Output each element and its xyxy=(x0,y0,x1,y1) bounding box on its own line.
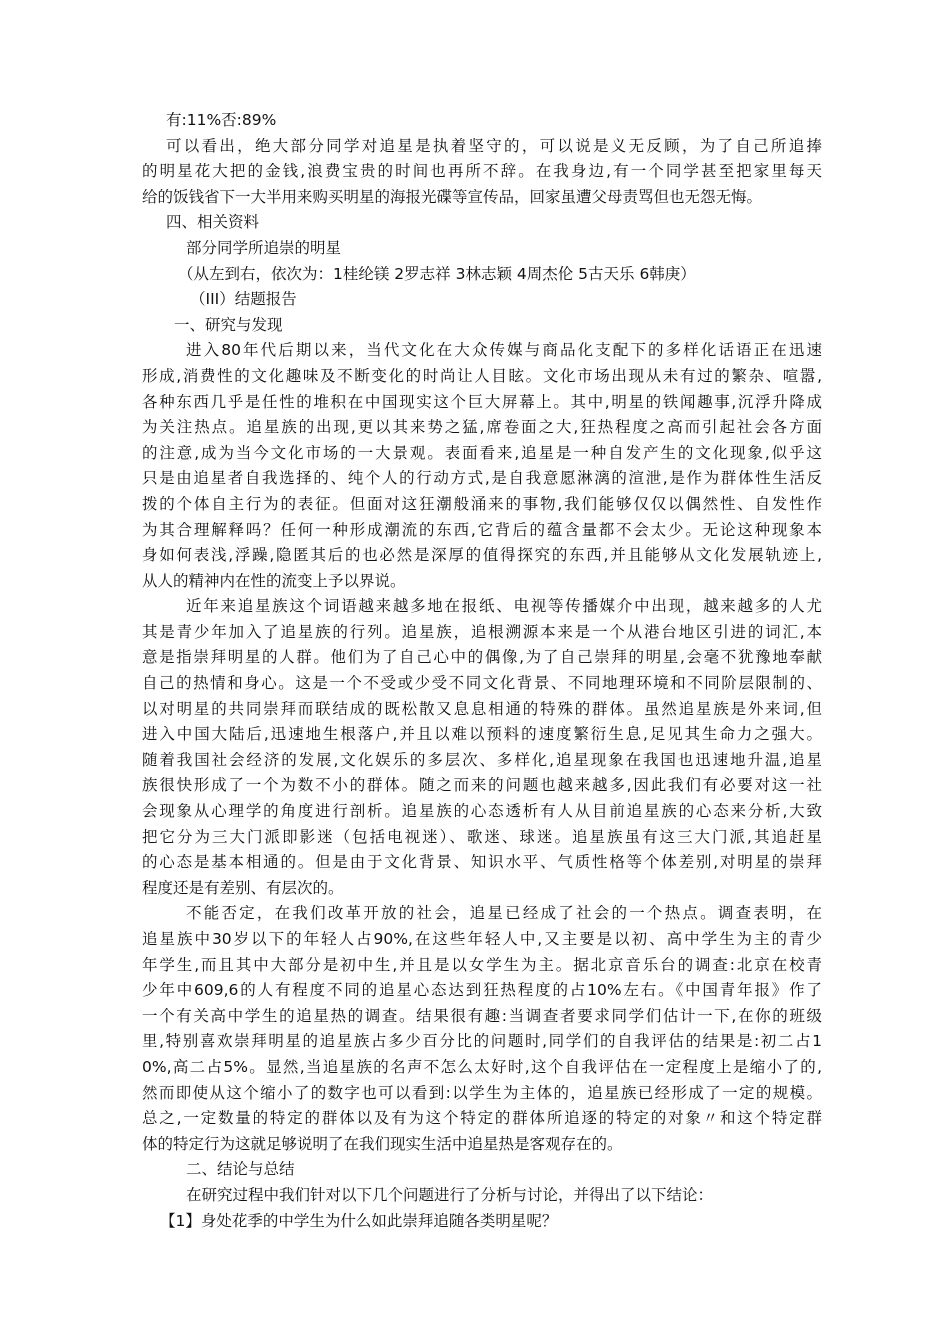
text-line: （从左到右，依次为：1桂纶镁 2罗志祥 3林志颖 4周杰伦 5古天乐 6韩庚） xyxy=(178,264,696,283)
text-line: 部分同学所追崇的明星 xyxy=(186,238,342,257)
text-line: 为其合理解释吗？任何一种形成潮流的东西,它背后的蕴含量都不会太少。无论这种现象本 xyxy=(142,520,822,539)
text-line: 近年来追星族这个词语越来越多地在报纸、电视等传播媒介中出现，越来越多的人尤 xyxy=(186,597,822,616)
text-line: 自己的热情和身心。这是一个不受或少受不同文化背景、不同地理环境和不同阶层限制的、 xyxy=(142,674,822,693)
text-line: 随着我国社会经济的发展,文化娱乐的多层次、多样化,追星现象在我国也迅速地升温,追星 xyxy=(142,750,822,769)
text-line: 在研究过程中我们针对以下几个问题进行了分析与讨论，并得出了以下结论： xyxy=(186,1185,714,1204)
text-line: 然而即使从这个缩小了的数字也可以看到:以学生为主体的，追星族已经形成了一定的规模。 xyxy=(142,1083,822,1102)
text-line: 总之,一定数量的特定的群体以及有为这个特定的群体所追逐的特定的对象〃和这个特定群 xyxy=(142,1109,822,1128)
text-line: 各种东西几乎是任性的堆积在中国现实这个巨大屏幕上。其中,明星的铁闻趣事,沉浮升降成 xyxy=(142,392,822,411)
text-line: 程度还是有差别、有层次的。 xyxy=(142,878,344,897)
document-page xyxy=(142,108,822,1234)
text-line: 0%,高二占5%。显然,当追星族的名声不怎么太好时,这个自我评估在一定程度上是缩小了的, xyxy=(142,1057,822,1076)
text-line: 拨的个体自主行为的表征。但面对这狂潮般涌来的事物,我们能够仅仅以偶然性、自发性作 xyxy=(142,494,822,513)
text-line: 的注意,成为当今文化市场的一大景观。表面看来,追星是一种自发产生的文化现象,似乎这 xyxy=(142,443,822,462)
text-line: 【1】身处花季的中学生为什么如此崇拜追随各类明星呢？ xyxy=(160,1211,558,1230)
text-line: 其是青少年加入了追星族的行列。追星族，追根溯源本来是一个从港台地区引进的词汇,本 xyxy=(142,622,822,641)
text-line: 二、结论与总结 xyxy=(186,1160,295,1179)
text-line: 少年中609,6的人有程度不同的追星心态达到狂热程度的占10%左右。《中国青年报》作了 xyxy=(142,981,822,1000)
text-line: 只是由追星者自我选择的、纯个人的行动方式,是自我意愿淋漓的渲泄,是作为群体性生活反 xyxy=(142,469,822,488)
text-line: 给的饭钱省下一大半用来购买明星的海报光碟等宣传品，回家虽遭父母责骂但也无怨无悔。 xyxy=(142,187,763,206)
text-line: （III）结题报告 xyxy=(190,290,297,309)
text-line: 的心态是基本相通的。但是由于文化背景、知识水平、气质性格等个体差别,对明星的崇拜 xyxy=(142,853,822,872)
text-line: 有:11%否:89% xyxy=(166,111,277,129)
text-line: 进入中国大陆后,迅速地生根落户,并且以难以预料的速度繁衍生息,足见其生命力之强大。 xyxy=(142,725,822,744)
text-line: 可以看出，绝大部分同学对追星是执着坚守的，可以说是义无反顾，为了自己所追捧 xyxy=(166,136,822,155)
text-line: 一、研究与发现 xyxy=(174,315,283,334)
text-line: 追星族中30岁以下的年轻人占90%,在这些年轻人中,又主要是以初、高中学生为主的青少 xyxy=(142,930,822,948)
text-line: 从人的精神内在性的流变上予以界说。 xyxy=(142,571,406,590)
text-line: 族很快形成了一个为数不小的群体。随之而来的问题也越来越多,因此我们有必要对这一社 xyxy=(142,776,822,795)
text-line: 体的特定行为这就足够说明了在我们现实生活中追星热是客观存在的。 xyxy=(142,1134,623,1153)
text-line: 年学生,而且其中大部分是初中生,并且是以女学生为主。据北京音乐台的调查:北京在校青 xyxy=(142,955,822,974)
text-line: 把它分为三大门派即影迷（包括电视迷）、歌迷、球迷。追星族虽有这三大门派,其追赶星 xyxy=(142,827,822,846)
text-line: 为关注热点。追星族的出现,更以其来势之猛,席卷面之大,狂热程度之高而引起社会各方面 xyxy=(142,418,822,437)
text-line: 一个有关高中学生的追星热的调查。结果很有趣:当调查者要求同学们估计一下,在你的班级 xyxy=(142,1006,822,1025)
text-line: 会现象从心理学的角度进行剖析。追星族的心态透析有人从目前追星族的心态来分析,大致 xyxy=(142,802,822,821)
text-line: 四、相关资料 xyxy=(166,213,260,232)
text-line: 里,特别喜欢崇拜明星的追星族占多少百分比的问题时,同学们的自我评估的结果是:初二占1 xyxy=(142,1032,822,1051)
text-line: 不能否定，在我们改革开放的社会，追星已经成了社会的一个热点。调查表明，在 xyxy=(186,904,822,923)
text-line: 的明星花大把的金钱,浪费宝贵的时间也再所不辞。在我身边,有一个同学甚至把家里每天 xyxy=(142,162,822,181)
text-line: 身如何表浅,浮躁,隐匿其后的也必然是深厚的值得探究的东西,并且能够从文化发展轨迹上, xyxy=(142,546,822,565)
text-line: 形成,消费性的文化趣味及不断变化的时尚让人目眩。文化市场出现从未有过的繁杂、喧嚣, xyxy=(142,366,822,385)
text-line: 意是指崇拜明星的人群。他们为了自己心中的偶像,为了自己崇拜的明星,会毫不犹豫地奉献 xyxy=(142,648,822,667)
text-line: 进入80年代后期以来，当代文化在大众传媒与商品化支配下的多样化话语正在迅速 xyxy=(186,341,822,360)
text-line: 以对明星的共同崇拜而联结成的既松散又息息相通的特殊的群体。虽然追星族是外来词,但 xyxy=(142,699,822,718)
